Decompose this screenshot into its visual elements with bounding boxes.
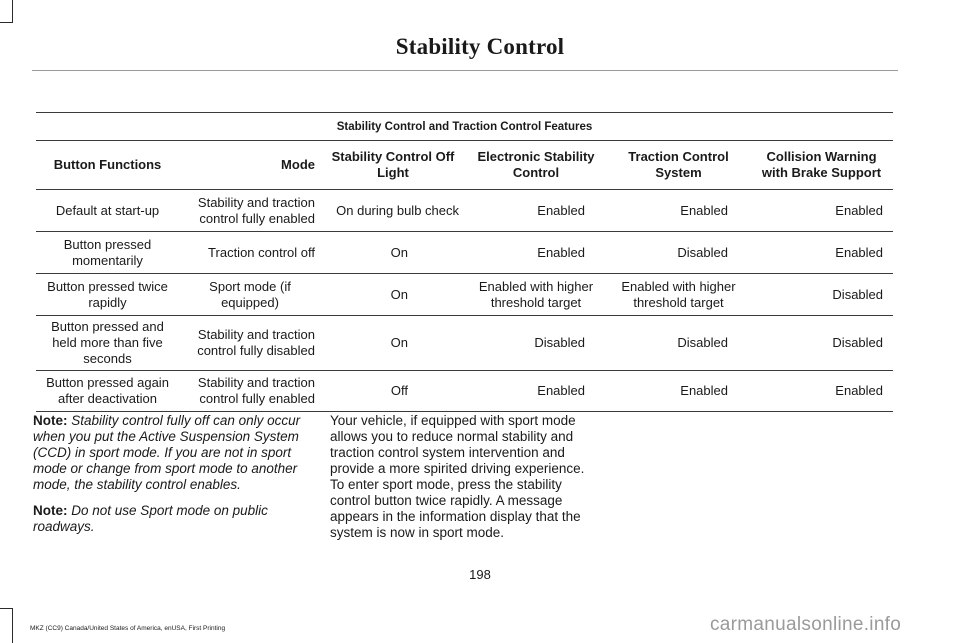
column-header: Mode <box>179 141 321 190</box>
table-cell: Button pressed twice rapidly <box>36 274 179 316</box>
table-cell: Enabled <box>465 190 607 232</box>
features-table <box>36 112 893 412</box>
column-header: Electronic Stability Control <box>465 141 607 190</box>
table-cell: Enabled <box>750 232 893 274</box>
table-cell: Disabled <box>607 316 750 371</box>
table-cell: Button pressed momentarily <box>36 232 179 274</box>
table-row <box>36 371 893 412</box>
body-paragraph: Your vehicle, if equipped with sport mode allows you to reduce normal stability and traction control system intervention and provide a more spirited driving experience. To enter sport mode, press the stability control button twice rapidly. A message appears in the information display that the system is now in sport mode. <box>330 413 585 540</box>
table-cell: On <box>321 232 465 274</box>
table-cell: Button pressed again after deactivation <box>36 371 179 412</box>
table-cell: Enabled <box>750 371 893 412</box>
note-text: Do not use Sport mode on public roadways. <box>33 503 268 534</box>
table-row <box>36 274 893 316</box>
table-cell: On during bulb check <box>321 190 465 232</box>
table-cell: Disabled <box>750 274 893 316</box>
table-caption: Stability Control and Traction Control Features <box>36 113 893 141</box>
table-cell: Disabled <box>465 316 607 371</box>
footer-text: MKZ (CC9) Canada/United States of America, enUSA, First Printing <box>30 625 226 632</box>
note-label: Note: <box>33 503 68 518</box>
table-cell: Stability and traction control fully enabled <box>179 371 321 412</box>
table-cell: Enabled <box>607 371 750 412</box>
table-cell: Enabled <box>465 371 607 412</box>
table-cell: Enabled <box>465 232 607 274</box>
note-paragraph <box>33 413 313 493</box>
column-header: Traction Control System <box>607 141 750 190</box>
column-header: Stability Control Off Light <box>321 141 465 190</box>
column-header: Collision Warning with Brake Support <box>750 141 893 190</box>
table-cell: Button pressed and held more than five seconds <box>36 316 179 371</box>
table-cell: Enabled <box>750 190 893 232</box>
table-row <box>36 232 893 274</box>
crop-mark-bottom-left-vertical <box>12 608 13 643</box>
crop-mark-top-left-horizontal <box>0 22 13 23</box>
table-cell: Sport mode (if equipped) <box>179 274 321 316</box>
column-header: Button Functions <box>36 141 179 190</box>
table-cell: Enabled with higher threshold target <box>465 274 607 316</box>
note-label: Note: <box>33 413 68 428</box>
watermark: carmanualsonline.info <box>710 614 902 635</box>
table-cell: Off <box>321 371 465 412</box>
note-text: Stability control fully off can only occur when you put the Active Suspension System (CCD) in sport mode. If you are not in sport mode or change from sport mode to another mode, the stability control enables. <box>33 413 301 492</box>
table-cell: Disabled <box>750 316 893 371</box>
crop-mark-bottom-left-horizontal <box>0 608 13 609</box>
table-cell: Stability and traction control fully enabled <box>179 190 321 232</box>
table-row <box>36 190 893 232</box>
notes-column <box>33 413 313 545</box>
note-paragraph <box>33 503 313 535</box>
table-cell: Stability and traction control fully disabled <box>179 316 321 371</box>
table-cell: On <box>321 316 465 371</box>
header-divider <box>32 70 898 71</box>
table-caption-row <box>36 113 893 141</box>
page-title: Stability Control <box>395 34 565 59</box>
crop-mark-top-left-vertical <box>12 0 13 22</box>
table-cell: Default at start-up <box>36 190 179 232</box>
table-cell: On <box>321 274 465 316</box>
table-header-row <box>36 141 893 190</box>
table-row <box>36 316 893 371</box>
table-cell: Enabled with higher threshold target <box>607 274 750 316</box>
table-cell: Disabled <box>607 232 750 274</box>
table-cell: Traction control off <box>179 232 321 274</box>
table-cell: Enabled <box>607 190 750 232</box>
page-number: 198 <box>469 567 491 582</box>
